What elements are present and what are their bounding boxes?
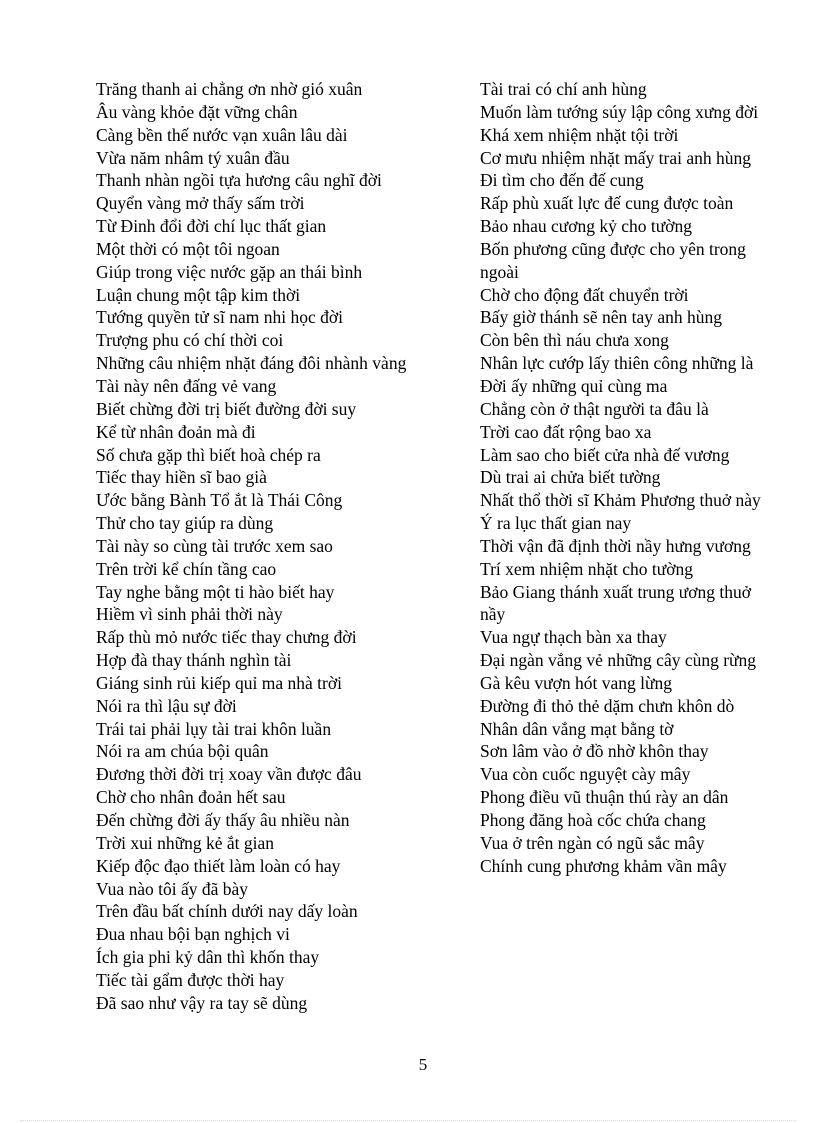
verse-line: Trời xui những kẻ ắt gian bbox=[96, 832, 275, 853]
verse-line: Ước bằng Bành Tổ ắt là Thái Công bbox=[96, 490, 343, 511]
page-bottom-edge bbox=[20, 1120, 796, 1121]
verse-line: Chính cung phương khảm vần mây bbox=[480, 855, 727, 876]
verse-line: Bốn phương cũng được cho yên trong ngoài bbox=[480, 238, 746, 282]
verse-line: Từ Đinh đổi đời chí lục thất gian bbox=[96, 216, 327, 237]
verse-line: Biết chừng đời trị biết đường đời suy bbox=[96, 398, 357, 419]
page-number: 5 bbox=[418, 1055, 428, 1074]
verse-line: Đường đi thỏ thẻ dặm chưn khôn dò bbox=[480, 695, 735, 716]
verse-line: Đời ấy những quỉ cùng ma bbox=[480, 375, 668, 396]
verse-line: Rấp thù mỏ nước tiếc thay chưng đời bbox=[96, 627, 357, 648]
verse-line: Trượng phu có chí thời coi bbox=[96, 330, 284, 351]
verse-line: Trên đầu bất chính dưới nay dấy loàn bbox=[96, 901, 358, 922]
verse-line: Trên trời kể chín tầng cao bbox=[96, 558, 277, 579]
verse-line: Vua còn cuốc nguyệt cày mây bbox=[480, 764, 691, 785]
verse-line: Tiếc thay hiền sĩ bao già bbox=[96, 467, 267, 488]
verse-line: Chờ cho động đất chuyển trời bbox=[480, 284, 689, 305]
left-verse-column bbox=[96, 78, 466, 1015]
verse-line: Trăng thanh ai chẳng ơn nhờ gió xuân bbox=[96, 79, 363, 99]
verse-line: Làm sao cho biết cửa nhà đế vương bbox=[480, 444, 730, 465]
verse-line: Rấp phù xuất lực đế cung được toàn bbox=[480, 193, 734, 214]
verse-line: Càng bền thế nước vạn xuân lâu dài bbox=[96, 124, 348, 145]
verse-line: Luận chung một tập kim thời bbox=[96, 284, 301, 305]
verse-line: Quyển vàng mở thấy sấm trời bbox=[96, 193, 305, 214]
verse-line: Đi tìm cho đến đế cung bbox=[480, 170, 644, 191]
verse-line: Nhất thổ thời sĩ Khảm Phương thuở này bbox=[480, 490, 761, 511]
verse-line: Vừa năm nhâm tý xuân đầu bbox=[96, 147, 290, 168]
verse-line: Thử cho tay giúp ra dùng bbox=[96, 513, 274, 534]
verse-line: Vua nào tôi ấy đã bày bbox=[96, 878, 249, 899]
verse-line: Giúp trong việc nước gặp an thái bình bbox=[96, 261, 363, 282]
verse-line: Kiếp độc đạo thiết làm loàn có hay bbox=[96, 855, 341, 876]
verse-line: Tài trai có chí anh hùng bbox=[480, 79, 647, 99]
verse-line: Kể từ nhân đoản mà đi bbox=[96, 421, 256, 442]
verse-line: Đến chừng đời ấy thấy âu nhiều nàn bbox=[96, 810, 350, 830]
verse-line: Vua ngự thạch bàn xa thay bbox=[480, 627, 667, 648]
verse-line: Tay nghe bằng một ti hào biết hay bbox=[96, 581, 335, 602]
verse-line: Giáng sinh rủi kiếp quỉ ma nhà trời bbox=[96, 672, 342, 693]
verse-line: Sơn lâm vào ở đồ nhờ khôn thay bbox=[480, 741, 709, 762]
verse-line: Một thời có một tôi ngoan bbox=[96, 238, 280, 259]
verse-line: Tài này nên đấng vẻ vang bbox=[96, 375, 277, 396]
verse-line: Thanh nhàn ngồi tựa hương câu nghĩ đời bbox=[96, 170, 382, 191]
verse-line: Chẳng còn ở thật người ta đâu là bbox=[480, 398, 709, 419]
verse-line: Âu vàng khỏe đặt vững chân bbox=[96, 101, 298, 122]
right-verse-column bbox=[480, 78, 780, 878]
verse-line: Hợp đà thay thánh nghìn tài bbox=[96, 650, 292, 671]
verse-line: Còn bên thì náu chưa xong bbox=[480, 330, 669, 351]
verse-line: Ý ra lục thất gian nay bbox=[480, 513, 632, 534]
verse-line: Số chưa gặp thì biết hoà chép ra bbox=[96, 444, 321, 465]
verse-line: Tiếc tài gẩm được thời hay bbox=[96, 969, 285, 990]
verse-line: Trí xem nhiệm nhặt cho tường bbox=[480, 558, 694, 579]
verse-line: Hiềm vì sinh phải thời này bbox=[96, 604, 283, 625]
verse-line: Nói ra am chúa bội quân bbox=[96, 741, 269, 762]
verse-line: Nói ra thì lậu sự đời bbox=[96, 695, 237, 716]
verse-line: Cơ mưu nhiệm nhặt mấy trai anh hùng bbox=[480, 147, 751, 168]
verse-line: Chờ cho nhân đoản hết sau bbox=[96, 787, 286, 808]
verse-line: Bảo nhau cương kỷ cho tường bbox=[480, 216, 692, 237]
verse-line: Nhân lực cướp lấy thiên công những là bbox=[480, 353, 754, 374]
verse-line: Muốn làm tướng súy lập công xưng đời bbox=[480, 101, 759, 122]
verse-line: Đã sao như vậy ra tay sẽ dùng bbox=[96, 992, 308, 1013]
verse-line: Ích gia phi kỷ dân thì khốn thay bbox=[96, 947, 320, 968]
verse-line: Phong điều vũ thuận thú rày an dân bbox=[480, 787, 729, 808]
verse-line: Đại ngàn vắng vẻ những cây cùng rừng bbox=[480, 650, 757, 671]
verse-line: Nhân dân vắng mạt bằng tờ bbox=[480, 718, 674, 739]
verse-line: Đua nhau bội bạn nghịch vi bbox=[96, 924, 290, 945]
verse-line: Khá xem nhiệm nhặt tội trời bbox=[480, 124, 679, 145]
verse-line: Tài này so cùng tài trước xem sao bbox=[96, 535, 333, 556]
verse-line: Đương thời đời trị xoay vần được đâu bbox=[96, 764, 362, 785]
verse-line: Gà kêu vượn hót vang lừng bbox=[480, 672, 673, 693]
verse-line: Vua ở trên ngàn có ngũ sắc mây bbox=[480, 832, 705, 853]
verse-line: Những câu nhiệm nhặt đáng đôi nhành vàng bbox=[96, 353, 407, 374]
verse-line: Phong đăng hoà cốc chứa chang bbox=[480, 810, 706, 830]
verse-line: Bấy giờ thánh sẽ nên tay anh hùng bbox=[480, 307, 723, 328]
verse-line: Thời vận đã định thời nầy hưng vương bbox=[480, 535, 751, 556]
verse-line: Trái tai phải lụy tài trai khôn luần bbox=[96, 718, 332, 739]
verse-line: Tướng quyền tử sĩ nam nhi học đời bbox=[96, 307, 343, 328]
verse-line: Trời cao đất rộng bao xa bbox=[480, 421, 652, 442]
verse-line: Dù trai ai chửa biết tường bbox=[480, 467, 661, 488]
verse-line: Bảo Giang thánh xuất trung ương thuở nầy bbox=[480, 581, 752, 625]
